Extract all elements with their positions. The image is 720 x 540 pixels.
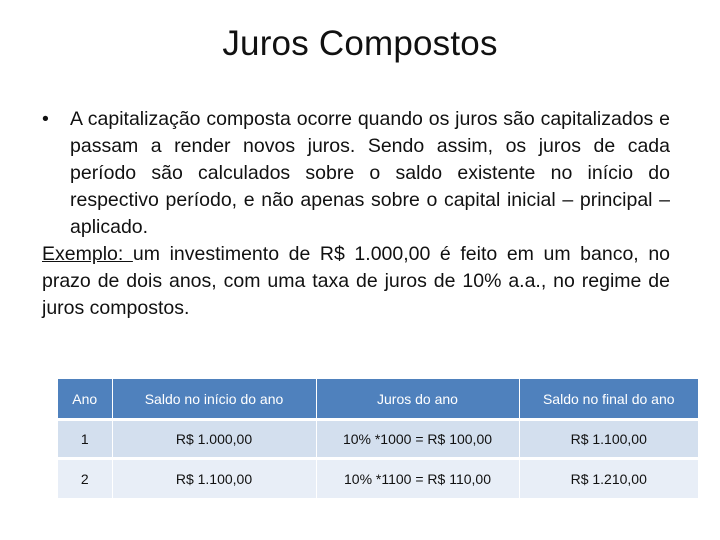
- cell-ano: 2: [58, 459, 112, 498]
- header-ano: Ano: [58, 379, 112, 420]
- table-row: [58, 420, 698, 459]
- cell-saldo-final: R$ 1.100,00: [519, 420, 698, 459]
- cell-saldo-inicio: R$ 1.100,00: [112, 459, 316, 498]
- cell-juros: 10% *1000 = R$ 100,00: [316, 420, 519, 459]
- bullet-paragraph: [42, 106, 670, 241]
- cell-juros: 10% *1100 = R$ 110,00: [316, 459, 519, 498]
- slide-title: Juros Compostos: [222, 24, 498, 63]
- results-table: [58, 379, 698, 498]
- table-header-row: [58, 379, 698, 420]
- table-row: [58, 459, 698, 498]
- bullet-dot-icon: •: [42, 108, 49, 130]
- cell-ano: 1: [58, 420, 112, 459]
- example-paragraph: [42, 241, 670, 322]
- header-juros: Juros do ano: [316, 379, 519, 420]
- example-label: Exemplo:: [42, 243, 133, 265]
- slide-body: [42, 106, 670, 322]
- header-saldo-inicio: Saldo no início do ano: [112, 379, 316, 420]
- cell-saldo-final: R$ 1.210,00: [519, 459, 698, 498]
- cell-saldo-inicio: R$ 1.000,00: [112, 420, 316, 459]
- bullet-text: A capitalização composta ocorre quando os juros são capitalizados e passam a render novos juros. Sendo assim, os juros de cada período são calculados sobre o saldo existente no início do respectivo período, e não apenas sobre o capital inicial – principal – aplicado.: [70, 108, 670, 238]
- header-saldo-final: Saldo no final do ano: [519, 379, 698, 420]
- example-text: um investimento de R$ 1.000,00 é feito em um banco, no prazo de dois anos, com uma taxa de juros de 10% a.a., no regime de juros compostos.: [42, 243, 671, 319]
